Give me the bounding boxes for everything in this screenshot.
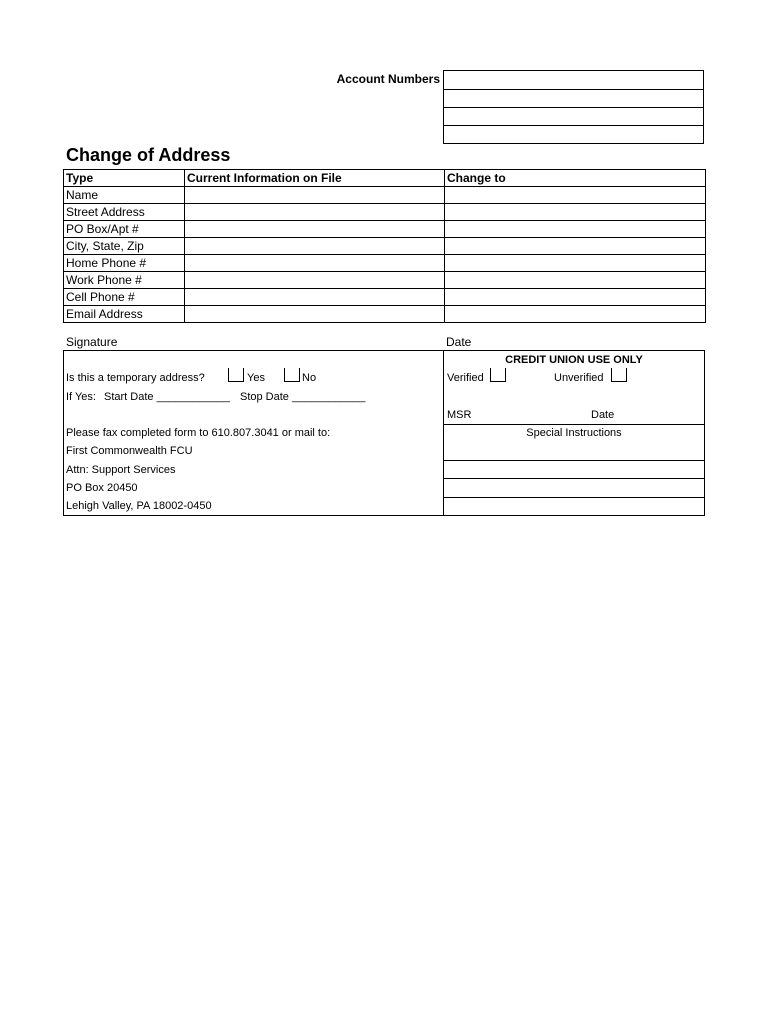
signature-label: Signature <box>66 335 118 349</box>
current-field[interactable] <box>185 204 445 221</box>
change-field[interactable] <box>445 187 706 204</box>
account-line <box>444 107 703 108</box>
divider <box>443 478 705 479</box>
unverified-checkbox[interactable] <box>611 368 627 382</box>
change-field[interactable] <box>445 204 706 221</box>
stop-date-field[interactable]: Stop Date ____________ <box>240 391 366 403</box>
row-label: PO Box/Apt # <box>64 221 185 238</box>
special-instructions-label: Special Instructions <box>526 427 622 439</box>
row-label: Home Phone # <box>64 255 185 272</box>
mail-org: First Commonwealth FCU <box>66 445 193 457</box>
change-field[interactable] <box>445 221 706 238</box>
row-label: Work Phone # <box>64 272 185 289</box>
row-label: City, State, Zip <box>64 238 185 255</box>
mail-attn: Attn: Support Services <box>66 464 176 476</box>
table-row <box>64 255 706 272</box>
account-numbers-label: Account Numbers <box>336 72 440 86</box>
table-row <box>64 289 706 306</box>
table-row <box>64 221 706 238</box>
current-field[interactable] <box>185 221 445 238</box>
table-row <box>64 204 706 221</box>
header-type: Type <box>64 170 185 187</box>
page-title: Change of Address <box>66 145 231 165</box>
cu-date-label: Date <box>591 409 615 421</box>
yes-label: Yes <box>247 372 265 384</box>
current-field[interactable] <box>185 238 445 255</box>
current-field[interactable] <box>185 306 445 323</box>
divider <box>443 497 705 498</box>
temp-question: Is this a temporary address? <box>66 372 205 384</box>
current-field[interactable] <box>185 272 445 289</box>
no-checkbox[interactable] <box>284 368 300 382</box>
header-change-to: Change to <box>445 170 706 187</box>
table-row <box>64 238 706 255</box>
change-field[interactable] <box>445 238 706 255</box>
yes-checkbox[interactable] <box>228 368 244 382</box>
table-row <box>64 306 706 323</box>
date-label: Date <box>446 335 472 349</box>
no-label: No <box>302 372 317 384</box>
table-header-row <box>64 170 706 187</box>
fax-instructions: Please fax completed form to 610.807.3041 or mail to: <box>66 427 331 439</box>
credit-union-title: CREDIT UNION USE ONLY <box>505 354 643 366</box>
divider <box>443 460 705 461</box>
change-field[interactable] <box>445 272 706 289</box>
header-current: Current Information on File <box>185 170 445 187</box>
change-table <box>63 169 706 323</box>
row-label: Cell Phone # <box>64 289 185 306</box>
verified-checkbox[interactable] <box>490 368 506 382</box>
change-field[interactable] <box>445 289 706 306</box>
account-line <box>444 89 703 90</box>
divider <box>443 424 705 425</box>
row-label: Email Address <box>64 306 185 323</box>
change-field[interactable] <box>445 306 706 323</box>
unverified-label: Unverified <box>554 372 604 384</box>
account-numbers-box[interactable] <box>443 70 704 144</box>
start-date-field[interactable]: Start Date ____________ <box>104 391 230 403</box>
current-field[interactable] <box>185 187 445 204</box>
msr-label: MSR <box>447 409 472 421</box>
current-field[interactable] <box>185 255 445 272</box>
row-label: Name <box>64 187 185 204</box>
mail-city: Lehigh Valley, PA 18002-0450 <box>66 500 212 512</box>
table-row <box>64 272 706 289</box>
change-field[interactable] <box>445 255 706 272</box>
if-yes-label: If Yes: <box>66 391 96 403</box>
account-line <box>444 125 703 126</box>
row-label: Street Address <box>64 204 185 221</box>
table-row <box>64 187 706 204</box>
verified-label: Verified <box>447 372 484 384</box>
mail-po-box: PO Box 20450 <box>66 482 138 494</box>
current-field[interactable] <box>185 289 445 306</box>
